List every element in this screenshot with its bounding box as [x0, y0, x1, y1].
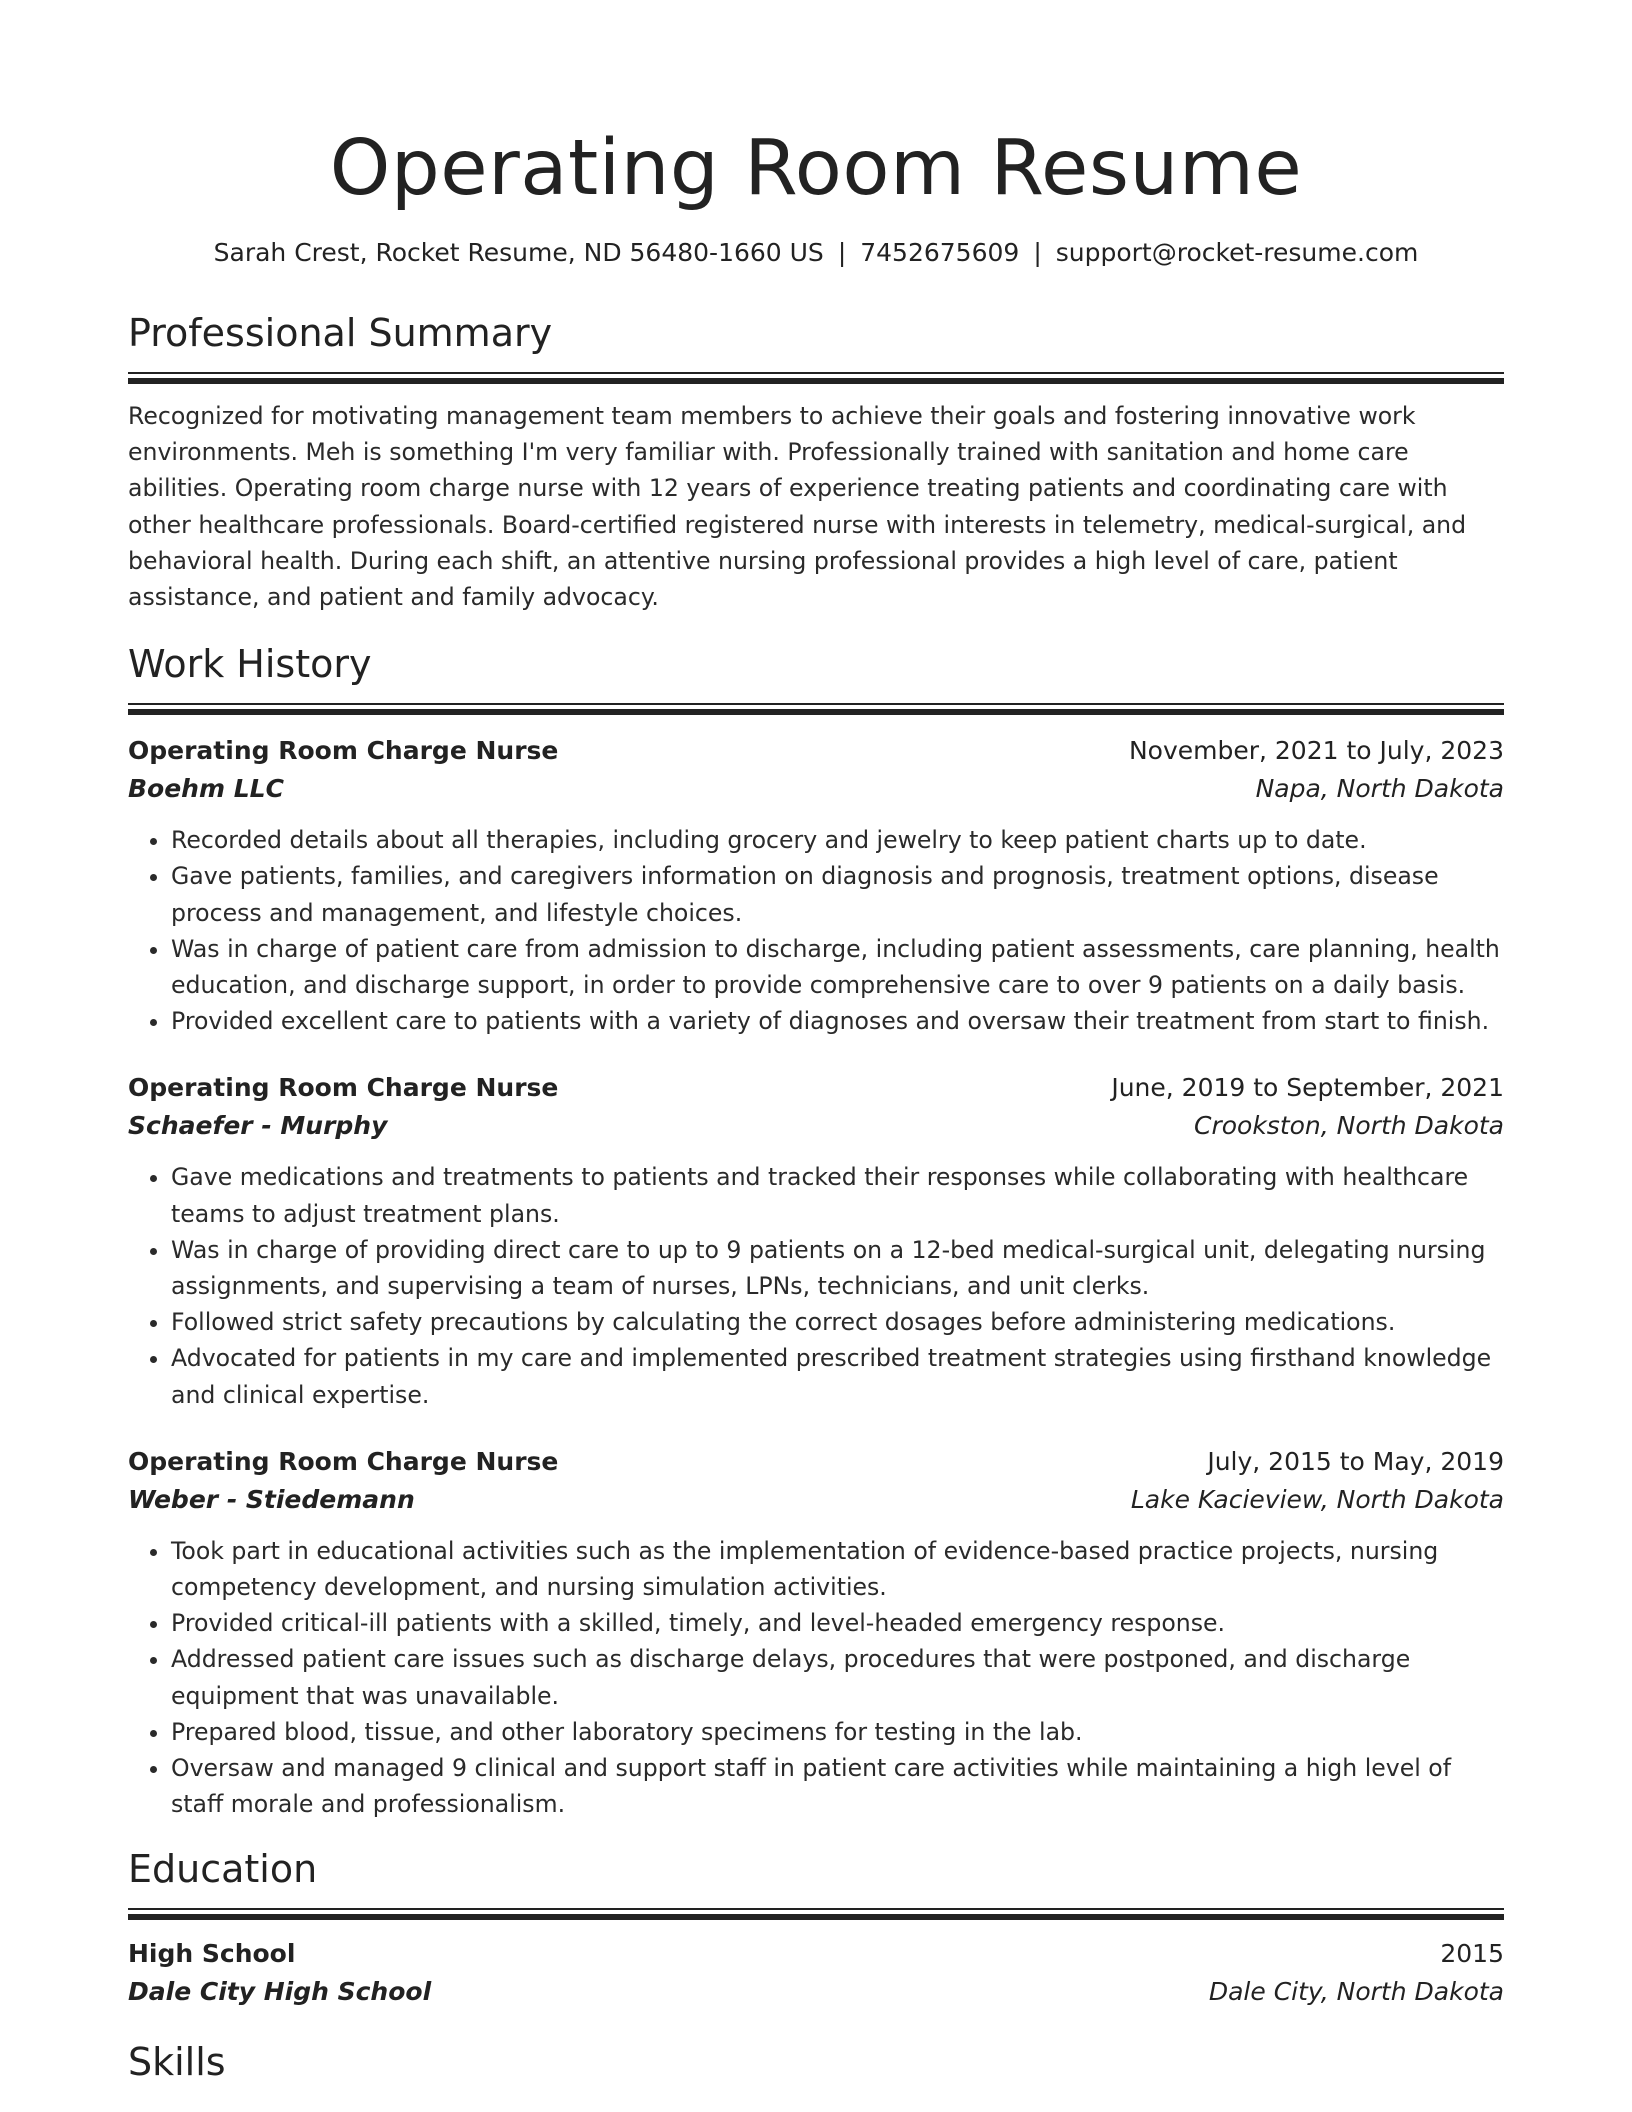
education-header	[128, 1935, 1504, 1973]
contact-line	[128, 236, 1504, 270]
job-company: Weber - Stiedemann	[128, 1484, 415, 1514]
summary-section	[128, 308, 1504, 615]
section-heading-skills: Skills	[128, 2040, 226, 2085]
contact-address: Sarah Crest, Rocket Resume, ND 56480-1660 US	[213, 238, 824, 267]
job-subheader	[128, 1107, 1504, 1145]
job-bullet: • Advocated for patients in my care and implemented prescribed treatment strategies using firsthand knowledge and clinical expertise.	[171, 1340, 1504, 1412]
contact-phone: 7452675609	[860, 238, 1020, 267]
job-title: Operating Room Charge Nurse	[128, 736, 559, 766]
education-year: 2015	[1440, 1939, 1504, 1969]
job-location: Lake Kacieview, North Dakota	[1130, 1484, 1504, 1514]
job-bullet: • Provided excellent care to patients with a variety of diagnoses and oversaw their treatment from start to finish.	[171, 1003, 1504, 1039]
job-entry	[128, 1443, 1504, 1823]
job-bullet: • Gave patients, families, and caregivers information on diagnosis and prognosis, treatment options, disease process and management, and lifestyle choices.	[171, 858, 1504, 930]
section-divider	[128, 1908, 1504, 1919]
job-header	[128, 732, 1504, 770]
summary-text: Recognized for motivating management team members to achieve their goals and fostering innovative work environments. Meh is something I'm very familiar with. Professionally trained with sanitation and home care abilities. Operating room charge nurse with 12 years of experience treating patients and coordinating care with other healthcare professionals. Board-certified registered nurse with interests in telemetry, medical-surgical, and behavioral health. During each shift, an attentive nursing professional provides a high level of care, patient assistance, and patient and family advocacy.	[128, 402, 1467, 612]
job-entry	[128, 732, 1504, 1039]
education-location: Dale City, North Dakota	[1208, 1977, 1504, 2007]
job-bullets	[128, 1159, 1504, 1412]
job-bullet: • Was in charge of patient care from admission to discharge, including patient assessments, care planning, health education, and discharge support, in order to provide comprehensive care to over 9 patients on a daily basis.	[171, 931, 1504, 1003]
job-bullet: • Prepared blood, tissue, and other laboratory specimens for testing in the lab.	[171, 1714, 1504, 1750]
education-subheader	[128, 1973, 1504, 2011]
contact-separator: |	[1033, 238, 1042, 267]
job-bullet: • Recorded details about all therapies, including grocery and jewelry to keep patient charts up to date.	[171, 822, 1504, 858]
job-dates: November, 2021 to July, 2023	[1128, 736, 1504, 766]
education-entry	[128, 1935, 1504, 2011]
job-subheader	[128, 1481, 1504, 1519]
resume-title: Operating Room Resume	[329, 124, 1303, 213]
education-school: Dale City High School	[128, 1977, 432, 2007]
skills-section	[128, 2037, 1504, 2087]
job-company: Boehm LLC	[128, 774, 284, 804]
job-subheader	[128, 770, 1504, 808]
section-heading-work-history: Work History	[128, 642, 372, 687]
job-location: Crookston, North Dakota	[1194, 1111, 1504, 1141]
job-header	[128, 1443, 1504, 1481]
section-divider	[128, 372, 1504, 383]
work-history-section	[128, 639, 1504, 1822]
job-bullet: • Was in charge of providing direct care to up to 9 patients on a 12-bed medical-surgical unit, delegating nursing assignments, and supervising a team of nurses, LPNs, technicians, and unit clerks.	[171, 1232, 1504, 1304]
job-bullets	[128, 822, 1504, 1039]
job-bullet: • Addressed patient care issues such as discharge delays, procedures that were postponed, and discharge equipment that was unavailable.	[171, 1641, 1504, 1713]
job-dates: July, 2015 to May, 2019	[1207, 1446, 1504, 1476]
job-header	[128, 1069, 1504, 1107]
job-title: Operating Room Charge Nurse	[128, 1073, 559, 1103]
education-section	[128, 1844, 1504, 2011]
job-entry	[128, 1069, 1504, 1412]
section-heading-summary: Professional Summary	[128, 311, 553, 355]
job-bullet: • Gave medications and treatments to patients and tracked their responses while collaborating with healthcare teams to adjust treatment plans.	[171, 1159, 1504, 1231]
resume-page	[128, 0, 1504, 2087]
section-divider	[128, 703, 1504, 714]
section-heading-education: Education	[128, 1847, 318, 1892]
job-bullet: • Oversaw and managed 9 clinical and support staff in patient care activities while maintaining a high level of staff morale and professionalism.	[171, 1750, 1504, 1822]
job-bullet: • Took part in educational activities such as the implementation of evidence-based practice projects, nursing competency development, and nursing simulation activities.	[171, 1533, 1504, 1605]
education-degree: High School	[128, 1939, 296, 1969]
job-dates: June, 2019 to September, 2021	[1111, 1073, 1504, 1103]
job-bullets	[128, 1533, 1504, 1823]
job-bullet: • Followed strict safety precautions by calculating the correct dosages before administering medications.	[171, 1304, 1504, 1340]
job-bullet: • Provided critical-ill patients with a skilled, timely, and level-headed emergency response.	[171, 1605, 1504, 1641]
job-company: Schaefer - Murphy	[128, 1111, 388, 1141]
job-location: Napa, North Dakota	[1255, 774, 1504, 804]
contact-separator: |	[837, 238, 847, 267]
contact-email: support@rocket-resume.com	[1055, 238, 1419, 267]
job-title: Operating Room Charge Nurse	[128, 1446, 559, 1476]
